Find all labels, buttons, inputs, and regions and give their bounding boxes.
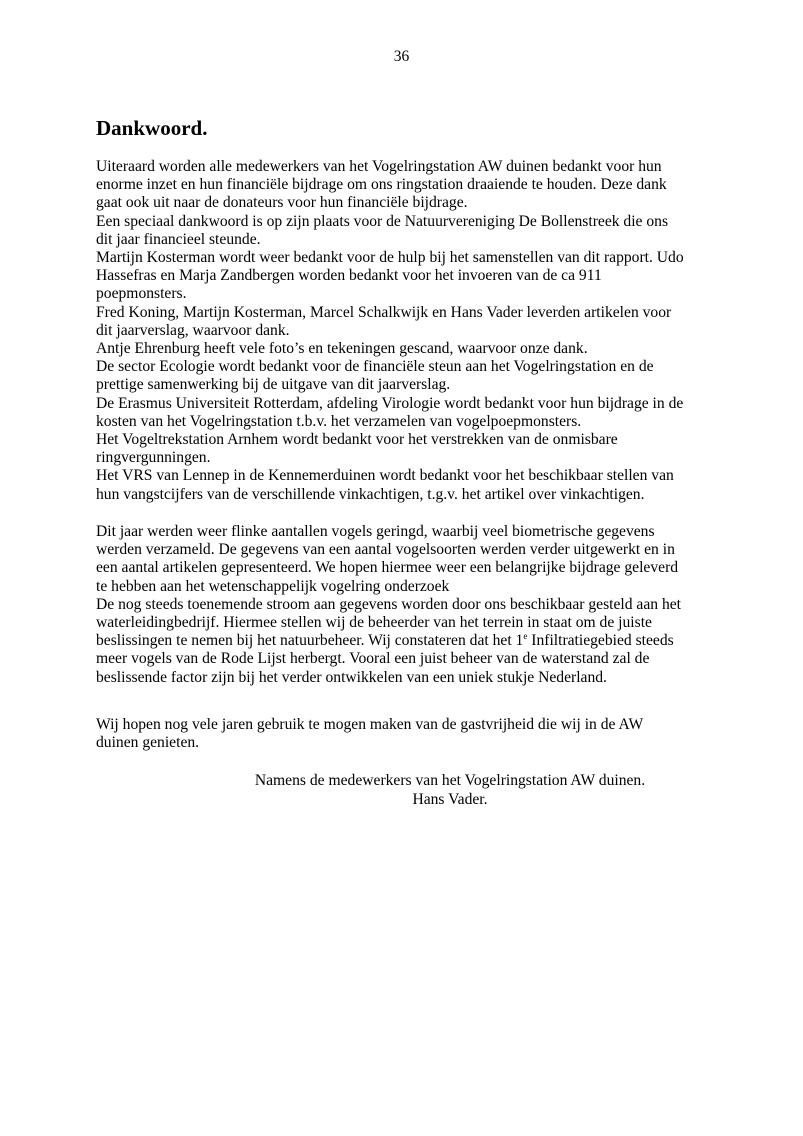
text-line: duinen genieten. xyxy=(96,734,200,752)
text-line xyxy=(96,632,716,650)
text-line: te hebben aan het wetenschappelijk vogelring onderzoek xyxy=(96,577,450,595)
text-line: Fred Koning, Martijn Kosterman, Marcel Schalkwijk en Hans Vader leverden artikelen voor xyxy=(96,303,672,321)
text-line: poepmonsters. xyxy=(96,285,187,303)
text-line: een aantal artikelen gepresenteerd. We hopen hiermee weer een belangrijke bijdrage geleverd xyxy=(96,559,679,577)
text-fragment: Infiltratiegebied steeds xyxy=(527,632,674,650)
text-line: Het VRS van Lennep in de Kennemerduinen wordt bedankt voor het beschikbaar stellen van xyxy=(96,467,674,485)
acknowledgements-paragraph xyxy=(96,158,716,504)
closing-paragraph xyxy=(96,716,716,752)
text-line: dit jaarverslag, waarvoor dank. xyxy=(96,321,290,339)
text-line: Wij hopen nog vele jaren gebruik te mogen maken van de gastvrijheid die wij in de AW xyxy=(96,716,644,733)
text-line: prettige samenwerking bij de uitgave van dit jaarverslag. xyxy=(96,376,451,394)
text-line: waterleidingbedrijf. Hiermee stellen wij de beheerder van het terrein in staat om de juiste xyxy=(96,614,652,632)
text-line: Een speciaal dankwoord is op zijn plaats voor de Natuurvereniging De Bollenstreek die ons xyxy=(96,212,669,230)
text-line: De sector Ecologie wordt bedankt voor de financiële steun aan het Vogelringstation en de xyxy=(96,358,654,376)
text-line: meer vogels van de Rode Lijst herbergt. Vooral een juist beheer van de waterstand zal de xyxy=(96,650,650,668)
text-line: Hassefras en Marja Zandbergen worden bedankt voor het invoeren van de ca 911 xyxy=(96,267,602,285)
page-title: Dankwoord. xyxy=(96,116,208,140)
results-paragraph xyxy=(96,523,716,687)
text-line: Uiteraard worden alle medewerkers van het Vogelringstation AW duinen bedankt voor hun xyxy=(96,158,662,175)
text-line: enorme inzet en hun financiële bijdrage om ons ringstation draaiende te houden. Deze dank xyxy=(96,176,667,194)
text-line: kosten van het Vogelringstation t.b.v. het verzamelen van vogelpoepmonsters. xyxy=(96,412,582,430)
text-line: Dit jaar werden weer flinke aantallen vogels geringd, waarbij veel biometrische gegevens xyxy=(96,523,655,540)
page-number: 36 xyxy=(393,48,410,65)
text-line: hun vangstcijfers van de verschillende vinkachtigen, t.g.v. het artikel over vinkachtigen. xyxy=(96,485,645,503)
text-line: ringvergunningen. xyxy=(96,449,211,467)
text-line: beslissende factor zijn bij het verder ontwikkelen van een uniek stukje Nederland. xyxy=(96,668,607,686)
text-line: dit jaar financieel steunde. xyxy=(96,230,261,248)
signature-line: Namens de medewerkers van het Vogelringstation AW duinen. xyxy=(254,772,646,789)
text-line: Antje Ehrenburg heeft vele foto’s en tekeningen gescand, waarvoor onze dank. xyxy=(96,340,588,358)
superscript-ordinal: e xyxy=(523,631,528,642)
text-line: De nog steeds toenemende stroom aan gegevens worden door ons beschikbaar gesteld aan het xyxy=(96,595,682,613)
text-line: Het Vogeltrekstation Arnhem wordt bedankt voor het verstrekken van de onmisbare xyxy=(96,431,618,449)
text-line: gaat ook uit naar de donateurs voor hun financiële bijdrage. xyxy=(96,194,468,212)
text-line: De Erasmus Universiteit Rotterdam, afdeling Virologie wordt bedankt voor hun bijdrage in de xyxy=(96,394,684,412)
text-line: Martijn Kosterman wordt weer bedankt voor de hulp bij het samenstellen van dit rapport. Udo xyxy=(96,249,684,267)
signature-name: Hans Vader. xyxy=(412,791,488,808)
text-line: werden verzameld. De gegevens van een aantal vogelsoorten werden verder uitgewerkt en in xyxy=(96,541,675,559)
text-fragment: beslissingen te nemen bij het natuurbeheer. Wij constateren dat het 1 xyxy=(96,632,524,650)
